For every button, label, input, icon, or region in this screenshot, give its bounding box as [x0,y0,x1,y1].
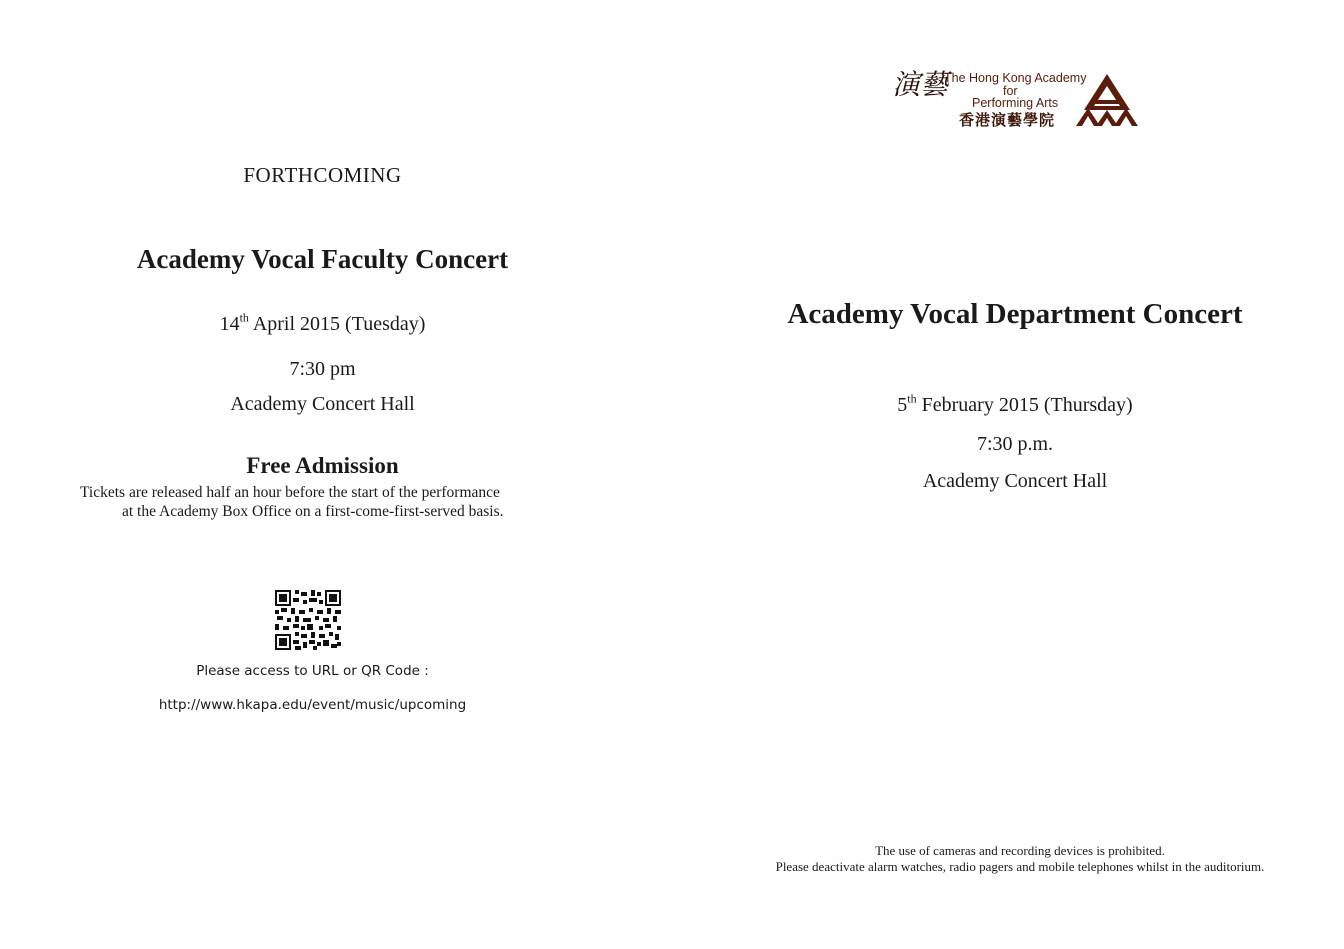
department-concert-venue: Academy Concert Hall [922,470,1108,492]
forthcoming-heading: FORTHCOMING [243,163,402,187]
qr-code-icon[interactable] [275,590,341,650]
faculty-concert-time: 7:30 pm [289,358,356,380]
date-rest: April 2015 (Tuesday) [248,313,426,335]
date-suffix: th [239,310,249,325]
ticket-info-line-2: at the Academy Box Office on a first-come-first-served basis. [122,503,504,520]
qr-access-label: Please access to URL or QR Code : [196,663,429,679]
logo-name-line-2: for [1003,84,1018,98]
device-notice: Please deactivate alarm watches, radio pagers and mobile telephones whilst in the auditorium. [775,859,1265,874]
department-concert-date [740,391,1290,417]
logo-name-line-3: Performing Arts [972,96,1059,110]
logo-calligraphy: 演藝 [892,68,949,101]
academy-triangle-mark-icon [1076,72,1138,128]
date-day: 14 [219,313,240,335]
date-suffix: th [907,391,917,406]
faculty-concert-venue: Academy Concert Hall [230,393,415,415]
date-day: 5 [897,394,908,416]
date-rest: February 2015 (Thursday) [916,394,1133,416]
ticket-info-line-1: Tickets are released half an hour before the start of the performance [80,484,500,501]
hkapa-logo [890,66,1145,136]
faculty-concert-title: Academy Vocal Faculty Concert [136,244,509,274]
camera-notice: The use of cameras and recording devices is prohibited. [875,843,1165,858]
free-admission-heading: Free Admission [246,453,399,478]
event-url-link[interactable]: http://www.hkapa.edu/event/music/upcoming [158,697,467,713]
department-concert-time: 7:30 p.m. [976,433,1054,455]
logo-chinese-name: 香港演藝學院 [959,111,1056,129]
department-concert-title: Academy Vocal Department Concert [787,298,1243,330]
logo-name-line-1: The Hong Kong Academy [944,71,1087,85]
faculty-concert-date [40,310,605,336]
